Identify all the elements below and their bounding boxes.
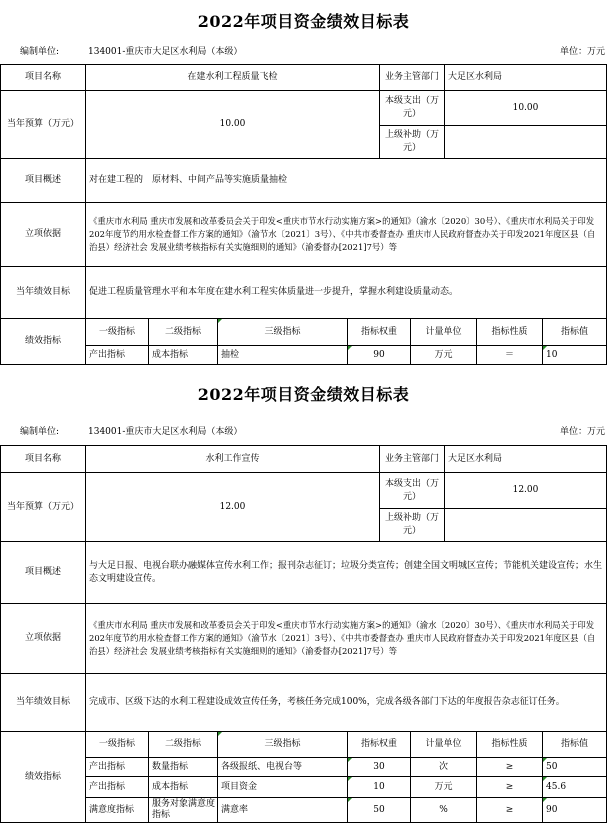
row-weight: 30 — [347, 757, 411, 777]
own-expense-label: 本级支出（万元） — [379, 90, 445, 126]
row-level2: 成本指标 — [148, 776, 218, 798]
row-unit: 次 — [410, 757, 477, 777]
row-weight: 10 — [347, 776, 411, 798]
header-weight: 指标权重 — [347, 318, 411, 346]
upper-subsidy-label: 上级补助（万元） — [379, 125, 445, 159]
row-level1: 满意度指标 — [85, 797, 149, 823]
perf-indicator-label: 绩效指标 — [0, 731, 86, 823]
header-level1: 一级指标 — [85, 318, 149, 346]
row-unit: 万元 — [410, 776, 477, 798]
upper-subsidy-value — [444, 125, 607, 159]
budget-label: 当年预算（万元） — [0, 472, 86, 542]
currency-unit: 单位：万元 — [559, 47, 605, 57]
own-expense-value: 12.00 — [444, 472, 607, 509]
row-unit: % — [410, 797, 477, 823]
header-level1: 一级指标 — [85, 731, 149, 758]
row-level3: 项目资金 — [217, 776, 348, 798]
perf-indicator-label: 绩效指标 — [0, 318, 86, 365]
row-level1: 产出指标 — [85, 345, 149, 365]
row-level3: 各级报纸、电视台等 — [217, 757, 348, 777]
row-level2: 成本指标 — [148, 345, 218, 365]
basis-label: 立项依据 — [0, 202, 86, 267]
upper-subsidy-value — [444, 508, 607, 542]
dept-label: 业务主管部门 — [379, 64, 445, 91]
goal-text: 促进工程质量管理水平和本年度在建水利工程实体质量进一步提升，掌握水利建设质量动态。 — [85, 266, 607, 319]
unit-label: 编制单位: — [20, 427, 60, 437]
row-weight: 50 — [347, 797, 411, 823]
header-level2: 二级指标 — [148, 318, 218, 346]
table-title: 2022年项目资金绩效目标表 — [197, 12, 410, 31]
header-level3: 三级指标 — [217, 318, 348, 346]
basis-text: 《重庆市水利局 重庆市发展和改革委员会关于印发<重庆市节水行动实施方案>的通知》（渝水〔2020〕30号）、《重庆市水利局关于印发202年度节约用水检查督工作方案的通知》（渝节水〔2021〕3号）、《中共市委督查办 重庆市人民政府督查办关于印发2021年度区县（自治县）经济社会 发展业绩考核指标有关实施细则的通知》（渝委督办[2021]7号）等 — [85, 603, 607, 674]
table-title: 2022年项目资金绩效目标表 — [197, 385, 410, 404]
row-value: 45.6 — [542, 776, 607, 798]
row-nature: ≥ — [476, 776, 543, 798]
header-value: 指标值 — [542, 318, 607, 346]
budget-value: 12.00 — [85, 472, 380, 542]
header-level3: 三级指标 — [217, 731, 348, 758]
row-level1: 产出指标 — [85, 757, 149, 777]
header-nature: 指标性质 — [476, 731, 543, 758]
row-unit: 万元 — [410, 345, 477, 365]
unit-value: 134001-重庆市大足区水利局（本级） — [88, 427, 243, 437]
project-name-label: 项目名称 — [0, 64, 86, 91]
header-weight: 指标权重 — [347, 731, 411, 758]
row-value: 10 — [542, 345, 607, 365]
own-expense-value: 10.00 — [444, 90, 607, 126]
dept-value: 大足区水利局 — [444, 445, 607, 473]
row-weight: 90 — [347, 345, 411, 365]
goal-label: 当年绩效目标 — [0, 266, 86, 319]
row-level3: 满意率 — [217, 797, 348, 823]
row-level2: 数量指标 — [148, 757, 218, 777]
header-unit: 计量单位 — [410, 731, 477, 758]
project-name-label: 项目名称 — [0, 445, 86, 473]
overview-text: 与大足日报、电视台联办融媒体宣传水利工作；报刊杂志征订；垃圾分类宣传；创建全国文明城区宣传；节能机关建设宣传；水生态文明建设宣传。 — [85, 541, 607, 604]
row-nature: ≥ — [476, 797, 543, 823]
row-value: 90 — [542, 797, 607, 823]
unit-value: 134001-重庆市大足区水利局（本级） — [88, 47, 243, 57]
upper-subsidy-label: 上级补助（万元） — [379, 508, 445, 542]
row-level3: 抽检 — [217, 345, 348, 365]
goal-text: 完成市、区级下达的水利工程建设成效宣传任务，考核任务完成100%，完成各级各部门下达的年度报告杂志征订任务。 — [85, 673, 607, 732]
unit-label: 编制单位: — [20, 47, 60, 57]
dept-value: 大足区水利局 — [444, 64, 607, 91]
header-level2: 二级指标 — [148, 731, 218, 758]
basis-text: 《重庆市水利局 重庆市发展和改革委员会关于印发<重庆市节水行动实施方案>的通知》（渝水〔2020〕30号）、《重庆市水利局关于印发202年度节约用水检查督工作方案的通知》（渝节水〔2021〕3号）、《中共市委督查办 重庆市人民政府督查办关于印发2021年度区县（自治县）经济社会 发展业绩考核指标有关实施细则的通知》（渝委督办[2021]7号）等 — [85, 202, 607, 267]
row-nature: ≥ — [476, 757, 543, 777]
project-name: 水利工作宣传 — [85, 445, 380, 473]
row-value: 50 — [542, 757, 607, 777]
dept-label: 业务主管部门 — [379, 445, 445, 473]
project-name: 在建水利工程质量飞检 — [85, 64, 380, 91]
overview-text: 对在建工程的 原材料、中间产品等实施质量抽检 — [85, 158, 607, 203]
goal-label: 当年绩效目标 — [0, 673, 86, 732]
overview-label: 项目概述 — [0, 158, 86, 203]
row-nature: ＝ — [476, 345, 543, 365]
budget-label: 当年预算（万元） — [0, 90, 86, 159]
row-level2: 服务对象满意度指标 — [148, 797, 218, 823]
own-expense-label: 本级支出（万元） — [379, 472, 445, 509]
header-unit: 计量单位 — [410, 318, 477, 346]
budget-value: 10.00 — [85, 90, 380, 159]
header-value: 指标值 — [542, 731, 607, 758]
basis-label: 立项依据 — [0, 603, 86, 674]
header-nature: 指标性质 — [476, 318, 543, 346]
currency-unit: 单位：万元 — [559, 427, 605, 437]
overview-label: 项目概述 — [0, 541, 86, 604]
row-level1: 产出指标 — [85, 776, 149, 798]
